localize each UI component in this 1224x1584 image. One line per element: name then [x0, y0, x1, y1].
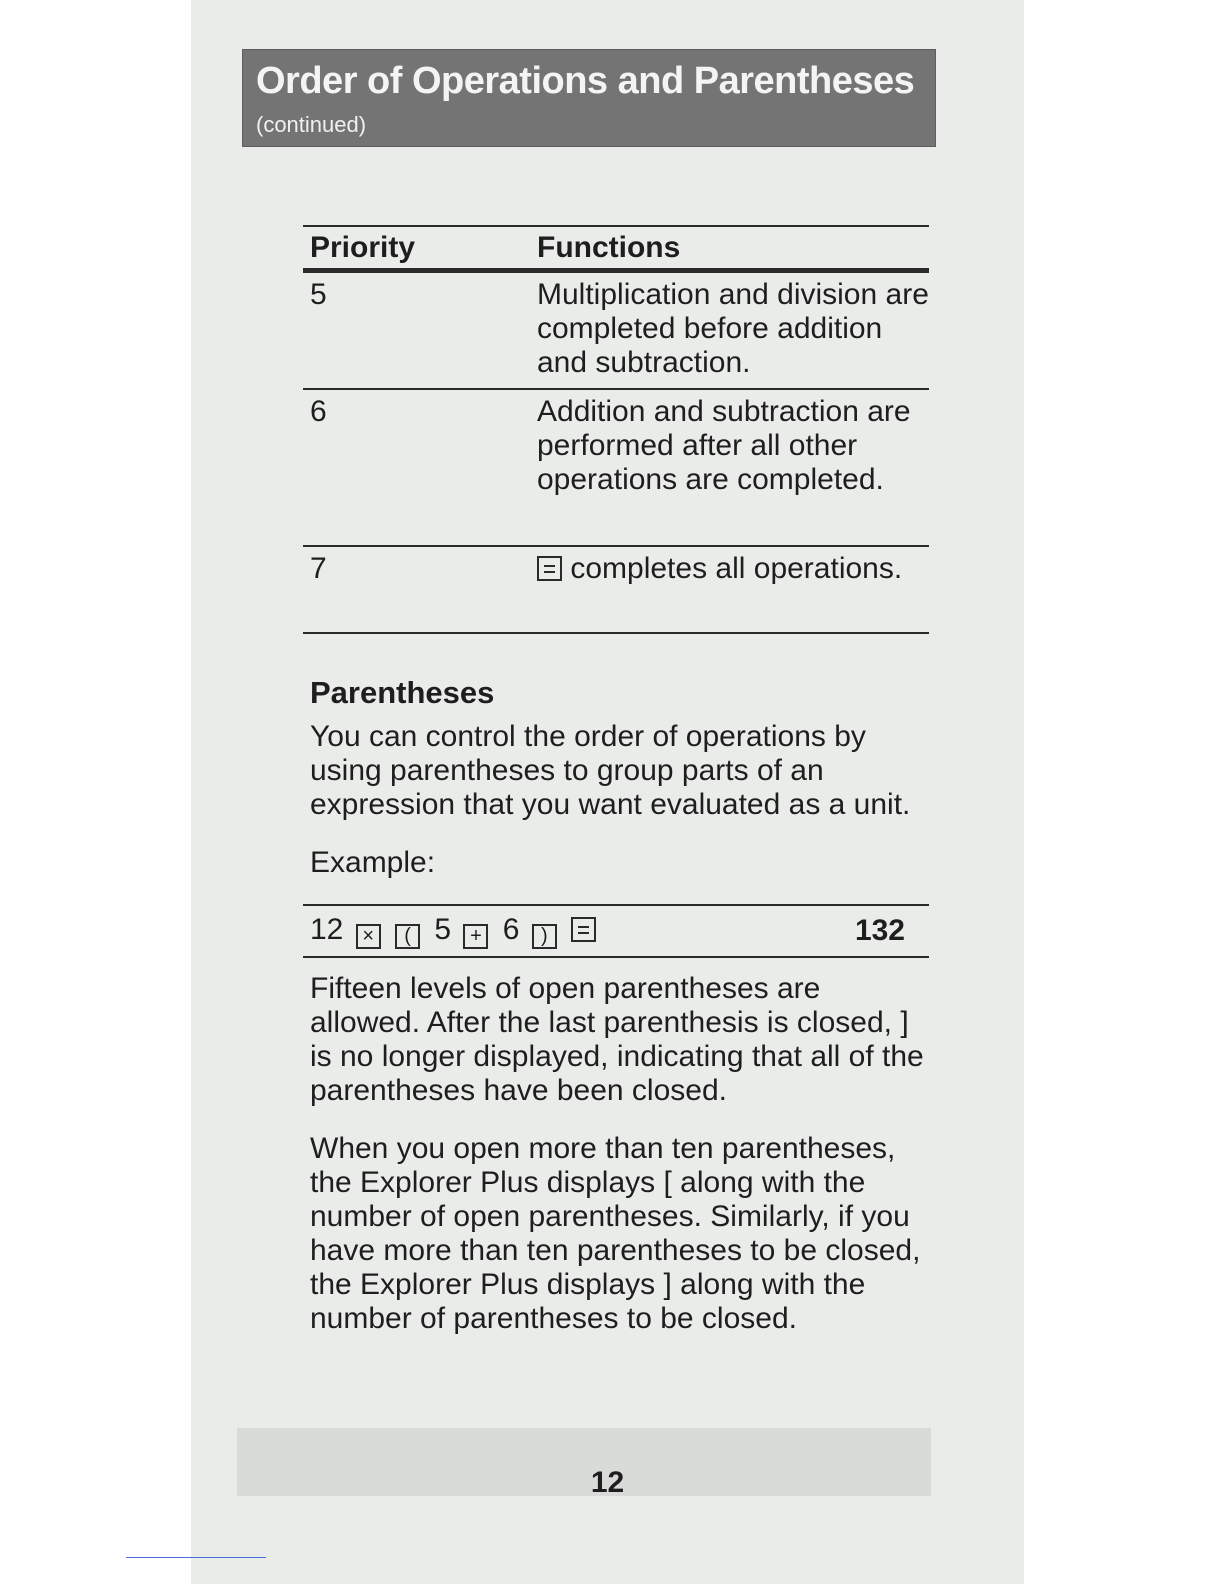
- multiply-key-icon: ×: [356, 924, 381, 949]
- function-cell: Addition and subtraction are performed after all other operations are completed.: [537, 395, 911, 496]
- number-6: 6: [502, 913, 520, 946]
- equals-key-icon: [537, 556, 562, 581]
- column-header-functions: Functions: [537, 230, 681, 264]
- table-header-row: [303, 225, 929, 273]
- plus-key-icon: +: [463, 924, 488, 949]
- example-keystrokes: [303, 904, 929, 958]
- parentheses-heading: Parentheses: [310, 675, 495, 710]
- page-number: 12: [590, 1466, 625, 1499]
- keystroke-sequence: [310, 913, 602, 949]
- table-row: [303, 273, 929, 390]
- manual-page: [191, 0, 1024, 1584]
- table-row: [303, 390, 929, 547]
- column-header-priority: Priority: [310, 230, 416, 264]
- number-12: 12: [310, 913, 344, 946]
- function-cell: Multiplication and division are completed before addition and subtraction.: [537, 278, 929, 379]
- priority-cell: 6: [310, 395, 327, 428]
- section-header: [242, 49, 936, 147]
- page-content: [303, 225, 929, 1336]
- open-paren-key-icon: (: [395, 924, 420, 949]
- function-cell: [537, 547, 929, 632]
- priority-cell: 5: [310, 278, 327, 311]
- corner-rule: [126, 1557, 266, 1558]
- example-label: Example:: [310, 846, 436, 879]
- parentheses-intro: You can control the order of operations by using parentheses to group parts of an expression that you want evaluated as a unit.: [310, 720, 911, 821]
- priority-cell: 7: [310, 552, 327, 585]
- levels-paragraph: Fifteen levels of open parentheses are allowed. After the last parenthesis is closed, ] is no longer displayed, indicating that all of the parentheses have been closed.: [310, 972, 924, 1107]
- table-row: [303, 547, 929, 634]
- ten-parentheses-paragraph: When you open more than ten parentheses, the Explorer Plus displays [ along with the number of open parentheses. Similarly, if you have more than ten parentheses to be closed, the Explorer Plus displays ] along with the number of parentheses to be closed.: [310, 1132, 921, 1335]
- function-text: completes all operations.: [570, 552, 903, 585]
- section-subtitle: (continued): [256, 112, 367, 137]
- section-title: Order of Operations and Parentheses: [256, 60, 915, 102]
- number-5: 5: [434, 913, 452, 946]
- example-result: 132: [854, 914, 905, 947]
- close-paren-key-icon: ): [532, 924, 557, 949]
- priority-table: [303, 225, 929, 634]
- equals-key-icon: [571, 917, 596, 942]
